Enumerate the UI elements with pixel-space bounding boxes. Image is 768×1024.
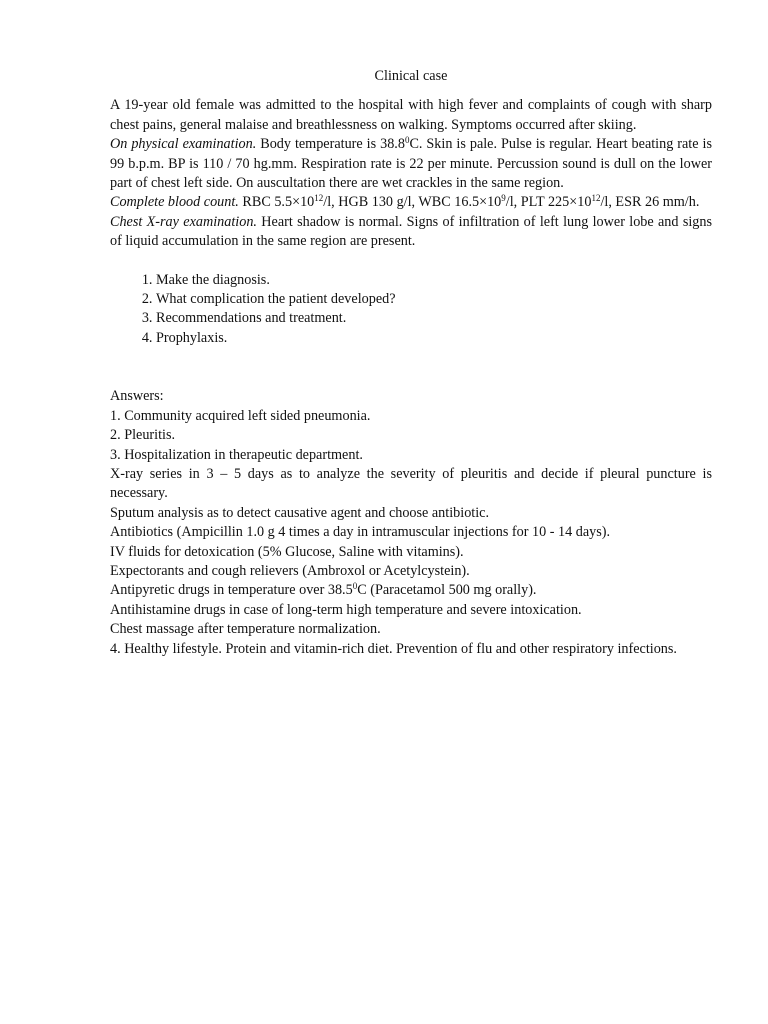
xray-label: Chest X-ray examination. [110, 213, 257, 230]
cbc-wbc-sup: 9 [501, 193, 506, 204]
document-page [110, 67, 712, 659]
answer-3-antipyretic [110, 581, 712, 600]
answer-3-xray: X-ray series in 3 – 5 days as to analyze the severity of pleuritis and decide if pleural puncture is necessary. [110, 465, 712, 502]
cbc-hgb-wbc: /l, HGB 130 g/l, WBC 16.5×10 [323, 194, 502, 211]
question-item: 3. Recommendations and treatment. [156, 309, 712, 328]
answer-1: 1. Community acquired left sided pneumonia. [110, 407, 371, 424]
answer-3-antibiotics: Antibiotics (Ampicillin 1.0 g 4 times a day in intramuscular injections for 10 - 14 days). [110, 524, 611, 541]
case-intro: A 19-year old female was admitted to the hospital with high fever and complaints of cough with sharp chest pains, general malaise and breathlessness on walking. Symptoms occurred after skiing. [110, 97, 712, 133]
answer-3-sputum: Sputum analysis as to detect causative agent and choose antibiotic. [110, 504, 490, 521]
cbc-rbc: RBC 5.5×10 [238, 194, 315, 211]
question-item: 2. What complication the patient developed? [156, 290, 712, 309]
answer-2: 2. Pleuritis. [110, 427, 176, 444]
answers-heading: Answers: [110, 388, 164, 405]
page-title: Clinical case [374, 68, 448, 84]
antipyretic-sup: 0 [352, 581, 358, 592]
antipyretic-post: C (Paracetamol 500 mg orally). [357, 582, 537, 599]
answer-3-iv-fluids: IV fluids for detoxication (5% Glucose, Saline with vitamins). [110, 543, 464, 560]
exam-label: On physical examination. [110, 136, 257, 153]
blood-count [110, 193, 712, 212]
exam-temp: Body temperature is 38.8 [256, 136, 405, 153]
answer-3: 3. Hospitalization in therapeutic department. [110, 446, 363, 463]
question-item: 4. Prophylaxis. [156, 329, 712, 348]
cbc-plt-sup: 12 [591, 193, 601, 204]
question-item: 1. Make the diagnosis. [156, 271, 712, 290]
answers-section [110, 387, 712, 659]
answer-4: 4. Healthy lifestyle. Protein and vitamin-rich diet. Prevention of flu and other respiratory infections. [110, 640, 677, 657]
antipyretic-pre: Antipyretic drugs in temperature over 38.5 [110, 582, 353, 599]
xray-text: Heart shadow is normal. Signs of infiltration of left lung lower lobe and signs of liquid accumulation in the same region are present. [110, 213, 712, 250]
physical-examination [110, 135, 712, 193]
answer-3-expectorants: Expectorants and cough relievers (Ambroxol or Acetylcystein). [110, 562, 470, 579]
cbc-esr: /l, ESR 26 mm/h. [600, 194, 700, 211]
exam-temp-sup: 0 [404, 135, 410, 146]
cbc-plt: /l, PLT 225×10 [505, 194, 592, 211]
cbc-label: Complete blood count. [110, 194, 239, 211]
questions-list [110, 271, 712, 349]
answer-3-massage: Chest massage after temperature normalization. [110, 621, 381, 638]
cbc-rbc-sup: 12 [314, 193, 324, 204]
xray-examination [110, 213, 712, 252]
answer-3-antihistamine: Antihistamine drugs in case of long-term high temperature and severe intoxication. [110, 601, 582, 618]
exam-rest: C. Skin is pale. Pulse is regular. Heart beating rate is 99 b.p.m. BP is 110 / 70 hg.mm. Respiration rate is 22 per minute. Percussion sound is dull on the lower part of chest left side. On auscultation there are wet crackles in the same region. [110, 136, 712, 192]
